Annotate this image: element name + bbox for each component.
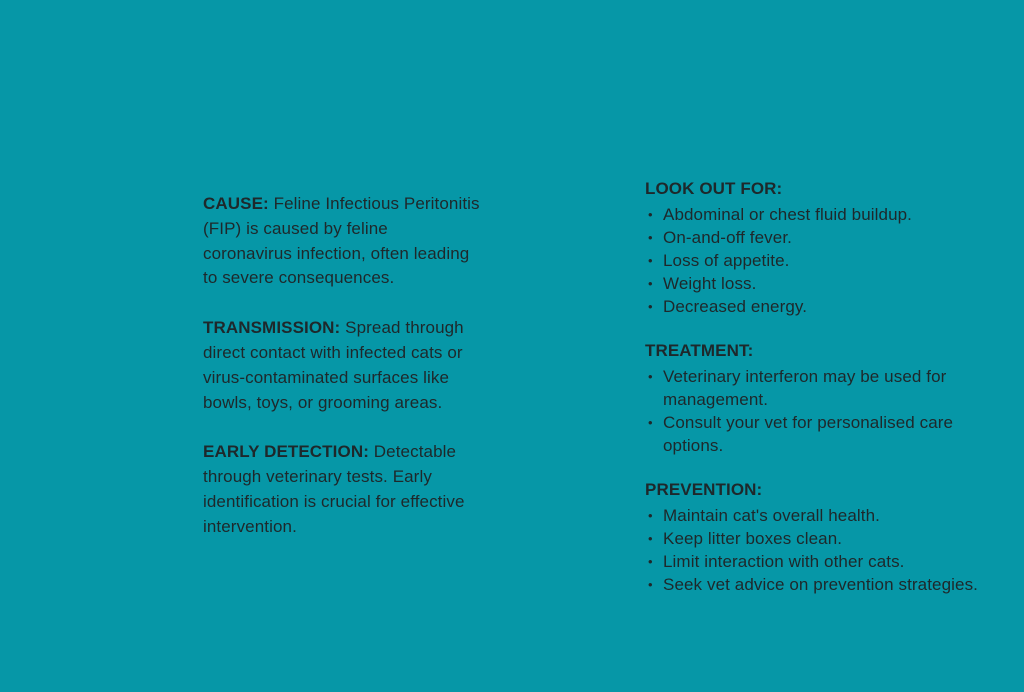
early-detection-body: Detectable through veterinary tests. Early identification is crucial for effective intervention. [203,442,465,536]
section-transmission [203,316,481,415]
list-item-text: Loss of appetite. [663,251,790,270]
list-item [645,226,985,249]
list-item [645,272,985,295]
bullet-icon: • [648,230,653,245]
list-item [645,411,985,457]
cause-body: Feline Infectious Peritonitis (FIP) is caused by feline coronavirus infection, often leading to severe consequences. [203,194,480,288]
treatment-heading: TREATMENT: [645,341,754,360]
list-item [645,527,985,550]
list-item [645,203,985,226]
list-item [645,573,985,596]
bullet-icon: • [648,415,653,430]
section-early-detection [203,440,481,539]
list-item-text: Maintain cat's overall health. [663,506,880,525]
list-item-text: Weight loss. [663,274,757,293]
list-item-text: On-and-off fever. [663,228,792,247]
bullet-icon: • [648,577,653,592]
bullet-icon: • [648,554,653,569]
transmission-body: Spread through direct contact with infected cats or virus-contaminated surfaces like bowls, toys, or grooming areas. [203,318,464,412]
right-column [645,177,985,617]
list-item [645,365,985,411]
list-item-text: Seek vet advice on prevention strategies. [663,575,979,594]
list-item [645,249,985,272]
look-out-for-heading: LOOK OUT FOR: [645,179,783,198]
bullet-icon: • [648,276,653,291]
bullet-icon: • [648,253,653,268]
list-item [645,295,985,318]
list-item-text: Decreased energy. [663,297,808,316]
list-item-text: Consult your vet for personalised care options. [663,413,954,455]
section-prevention [645,478,985,596]
bullet-icon: • [648,207,653,222]
list-item-text: Keep litter boxes clean. [663,529,843,548]
cause-heading: CAUSE: [203,194,269,213]
bullet-icon: • [648,369,653,384]
bullet-icon: • [648,508,653,523]
list-item-text: Veterinary interferon may be used for management. [663,367,947,409]
treatment-list [645,365,985,457]
list-item [645,550,985,573]
left-column [203,192,481,565]
section-cause [203,192,481,291]
prevention-list [645,504,985,596]
bullet-icon: • [648,299,653,314]
look-out-for-list [645,203,985,318]
list-item-text: Limit interaction with other cats. [663,552,905,571]
section-look-out-for [645,177,985,318]
transmission-heading: TRANSMISSION: [203,318,341,338]
prevention-heading: PREVENTION: [645,480,763,499]
list-item-text: Abdominal or chest fluid buildup. [663,205,913,224]
list-item [645,504,985,527]
section-treatment [645,339,985,457]
early-detection-heading: EARLY DETECTION: [203,442,369,462]
bullet-icon: • [648,531,653,546]
